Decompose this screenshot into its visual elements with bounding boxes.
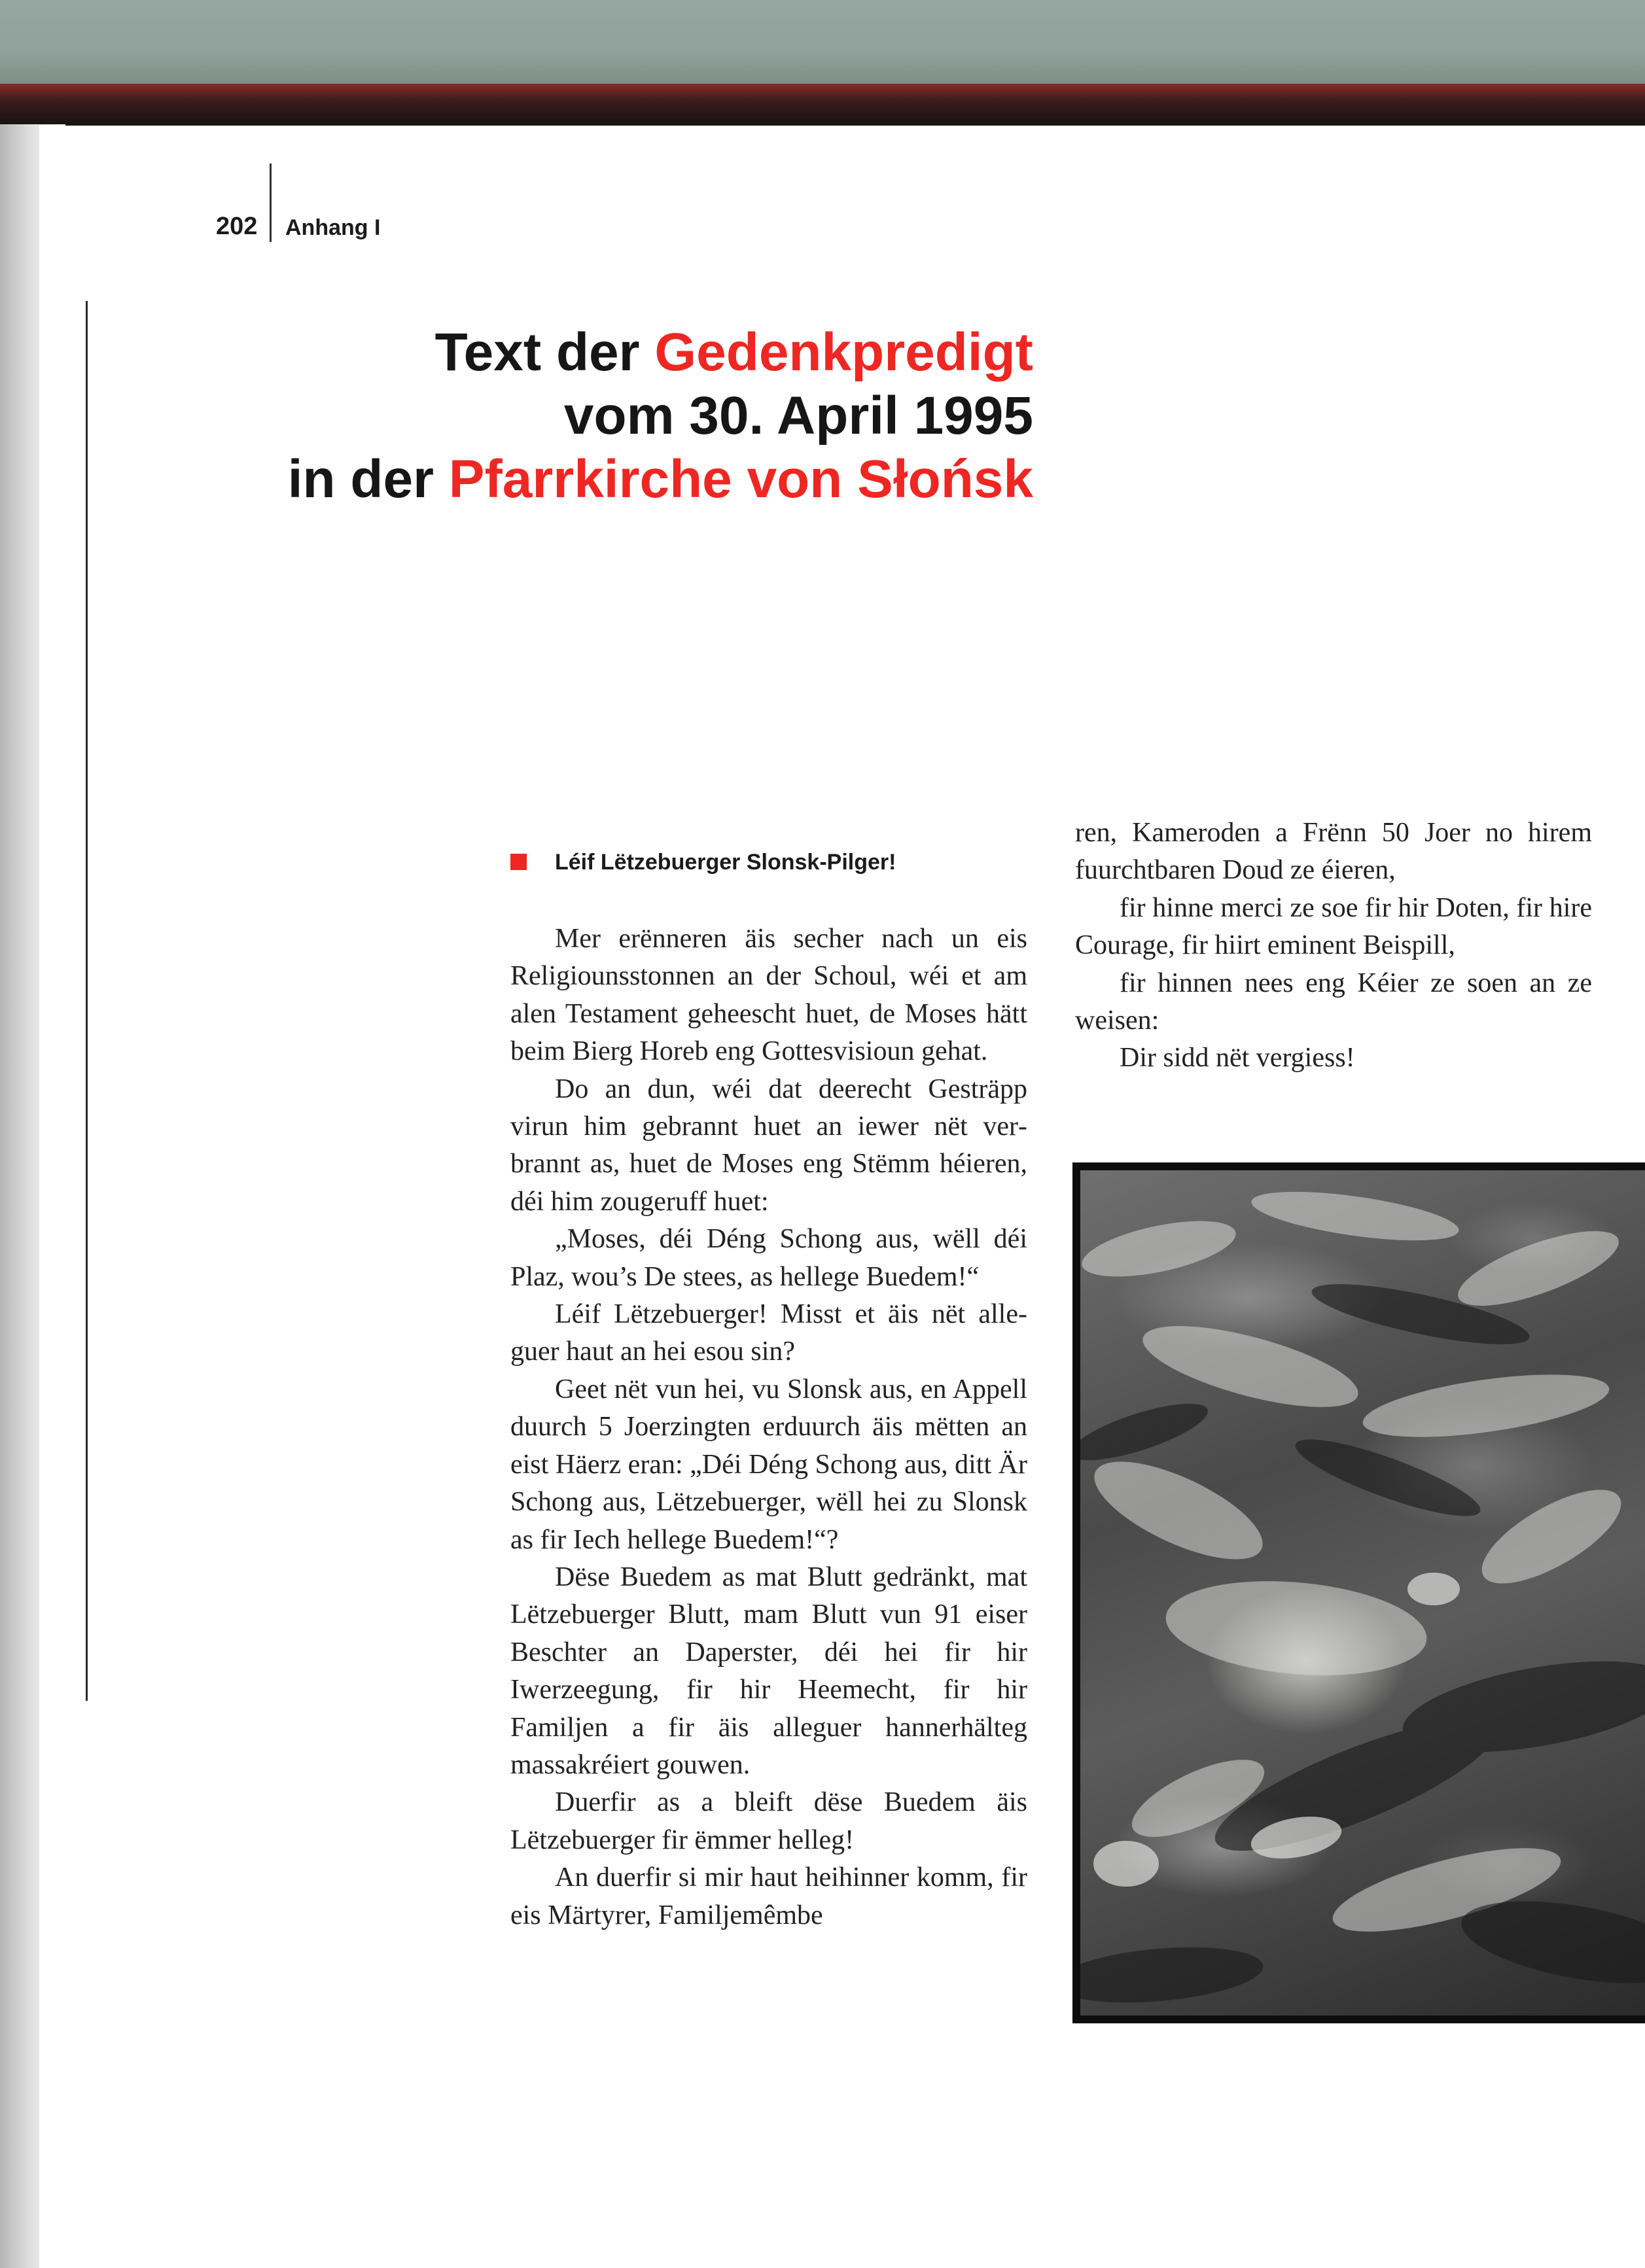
title-line-1-black: Text der: [434, 323, 655, 382]
paragraph: Duerfir as a bleift dëse Buedem äis Lëtzebuerger fir ëmmer helleg!: [510, 1787, 1027, 1855]
title-line-1: [183, 321, 1033, 384]
paragraph: An duerfir si mir haut heihinner komm, fir eis Märtyrer, Familjemêmbe: [510, 1862, 1027, 1930]
paragraph: Geet nët vun hei, vu Slonsk aus, en Appell duurch 5 Joerzingten erduurch äis mëtten an eist Häerz eran: „Déi Déng Schong aus, ditt Är Schong aus, Lëtzebuerger, wëll hei zu Slonsk as fir Iech hellege Buedem!“?: [510, 1374, 1027, 1555]
left-column: [510, 850, 1027, 1934]
paragraph-continuation: ren, Kameroden a Frënn 50 Joer no hirem fuurchtbaren Doud ze éieren,: [1075, 818, 1592, 886]
scan-background-top: [0, 0, 1645, 88]
title-line-1-red: Gedenkpredigt: [654, 323, 1033, 382]
salutation-text: Léif Lëtzebuerger Slonsk-Pilger!: [555, 850, 896, 875]
paragraph: Mer erënneren äis secher nach un eis Religiounsstonnen an der Schoul, wéi et am alen Testament geheescht huet, de Moses hätt beim Bierg Horeb eng Gottesvisioun gehat.: [510, 924, 1027, 1067]
running-head-divider: [270, 164, 272, 242]
paragraph: „Moses, déi Déng Schong aus, wëll déi Plaz, wou’s De stees, as hellege Buedem!“: [510, 1224, 1027, 1292]
page-title: [183, 321, 1033, 511]
red-square-bullet-icon: [510, 854, 527, 870]
paragraph: Do an dun, wéi dat deerecht Gesträpp virun him gebrannt huet an iewer nët verbrannt as, huet de Moses eng Stëmm héieren, déi him zougeruff huet:: [510, 1073, 1027, 1217]
book-top-edge: [0, 84, 1645, 130]
gutter-rule: [86, 301, 88, 1701]
title-line-3: [183, 447, 1033, 511]
page-number: 202: [216, 213, 258, 240]
salutation: [510, 850, 1027, 890]
title-line-3-black: in der: [287, 449, 449, 509]
photograph-frame: [1072, 1162, 1645, 2023]
paragraph: Léif Lëtzebuerger! Misst et äis nët alleguer haut an hei esou sin?: [510, 1299, 1027, 1367]
black-and-white-photograph: [1080, 1170, 1645, 2015]
title-line-2: vom 30. April 1995: [563, 386, 1033, 445]
section-label: Anhang I: [285, 215, 381, 240]
paragraph: Dëse Buedem as mat Blutt gedränkt, mat Lëtzebuerger Blutt, mam Blutt vun 91 eiser Beschter an Daperster, déi hei fir hir Iwerzeegung, fir hir Heemecht, fir hir Familjen a fir äis alleguer hannerhälteg massakréiert gouwen.: [510, 1561, 1027, 1780]
paragraph: fir hinne merci ze soe fir hir Doten, fir hire Courage, fir hiirt eminent Beispill,: [1075, 892, 1592, 961]
right-column: [1075, 814, 1592, 1077]
title-line-3-red: Pfarrkirche von Słońsk: [448, 449, 1033, 509]
paragraph: Dir sidd nët vergiess!: [1120, 1043, 1355, 1073]
paragraph: fir hinnen nees eng Kéier ze soen an ze weisen:: [1075, 968, 1592, 1036]
photograph-texture: [1080, 1170, 1645, 2015]
